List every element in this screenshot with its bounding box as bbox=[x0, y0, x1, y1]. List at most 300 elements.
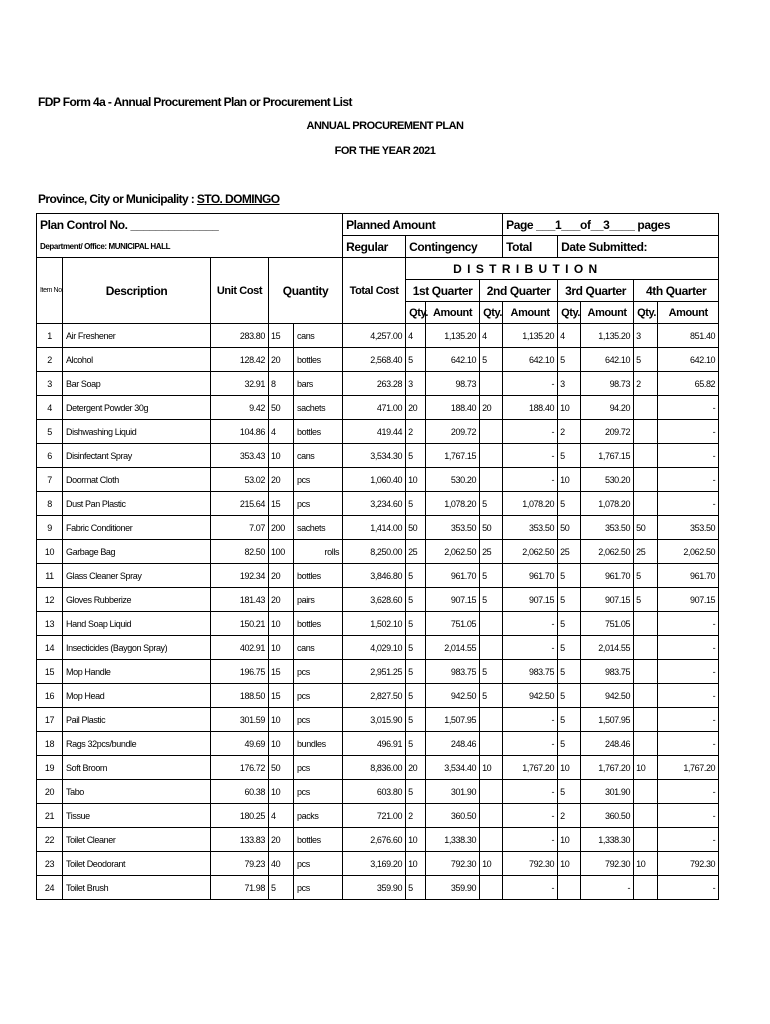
q2-amount: - bbox=[503, 876, 558, 900]
unit-of-measure: pcs bbox=[294, 876, 343, 900]
q1-qty: 25 bbox=[406, 540, 426, 564]
total-cost: 3,234.60 bbox=[343, 492, 406, 516]
unit-cost: 215.64 bbox=[211, 492, 269, 516]
unit-cost: 181.43 bbox=[211, 588, 269, 612]
total-cost: 471.00 bbox=[343, 396, 406, 420]
q4-qty bbox=[634, 876, 658, 900]
table-row bbox=[37, 684, 719, 708]
q3-amount: 1,767.20 bbox=[581, 756, 634, 780]
item-rows bbox=[37, 324, 719, 900]
q1-amount: 248.46 bbox=[426, 732, 480, 756]
item-no: 14 bbox=[37, 636, 63, 660]
unit-of-measure: pcs bbox=[294, 492, 343, 516]
q4-amount: 907.15 bbox=[658, 588, 719, 612]
item-no: 1 bbox=[37, 324, 63, 348]
item-no: 2 bbox=[37, 348, 63, 372]
unit-of-measure: sachets bbox=[294, 516, 343, 540]
q1-qty: 5 bbox=[406, 876, 426, 900]
q4-amount: - bbox=[658, 708, 719, 732]
q1-amount: 1,767.15 bbox=[426, 444, 480, 468]
q3-qty: 5 bbox=[558, 684, 581, 708]
q1-amount: 1,078.20 bbox=[426, 492, 480, 516]
q2-amount: 188.40 bbox=[503, 396, 558, 420]
item-description: Mop Handle bbox=[63, 660, 211, 684]
item-description: Detergent Powder 30g bbox=[63, 396, 211, 420]
item-description: Garbage Bag bbox=[63, 540, 211, 564]
unit-of-measure: bottles bbox=[294, 612, 343, 636]
q4-qty bbox=[634, 708, 658, 732]
total-cost: 603.80 bbox=[343, 780, 406, 804]
unit-cost: 7.07 bbox=[211, 516, 269, 540]
q1-amount: 530.20 bbox=[426, 468, 480, 492]
q4-qty bbox=[634, 636, 658, 660]
quantity: 5 bbox=[269, 876, 294, 900]
q3-qty: 25 bbox=[558, 540, 581, 564]
total-label: Total bbox=[503, 236, 558, 258]
item-description: Gloves Rubberize bbox=[63, 588, 211, 612]
item-no-header: Item No. bbox=[37, 258, 63, 324]
total-cost: 2,568.40 bbox=[343, 348, 406, 372]
q2-qty bbox=[480, 468, 503, 492]
q2-qty bbox=[480, 804, 503, 828]
q2-amount: 353.50 bbox=[503, 516, 558, 540]
total-cost: 8,836.00 bbox=[343, 756, 406, 780]
quantity-header: Quantity bbox=[269, 258, 343, 324]
q1-qty: 10 bbox=[406, 828, 426, 852]
item-no: 4 bbox=[37, 396, 63, 420]
q1-amount: 360.50 bbox=[426, 804, 480, 828]
item-no: 12 bbox=[37, 588, 63, 612]
q2-amount: - bbox=[503, 636, 558, 660]
q3-amount: 642.10 bbox=[581, 348, 634, 372]
unit-of-measure: cans bbox=[294, 636, 343, 660]
q1-amount: 2,014.55 bbox=[426, 636, 480, 660]
item-no: 16 bbox=[37, 684, 63, 708]
unit-cost: 402.91 bbox=[211, 636, 269, 660]
q4-qty bbox=[634, 684, 658, 708]
unit-of-measure: cans bbox=[294, 324, 343, 348]
q4-qty bbox=[634, 492, 658, 516]
q3-qty: 5 bbox=[558, 564, 581, 588]
table-row bbox=[37, 804, 719, 828]
q4-amount: - bbox=[658, 780, 719, 804]
item-description: Doormat Cloth bbox=[63, 468, 211, 492]
quantity: 20 bbox=[269, 348, 294, 372]
q3-amount: 792.30 bbox=[581, 852, 634, 876]
item-description: Toilet Brush bbox=[63, 876, 211, 900]
total-cost: 3,846.80 bbox=[343, 564, 406, 588]
table-row bbox=[37, 828, 719, 852]
q3-qty: 5 bbox=[558, 348, 581, 372]
q1-amount: 359.90 bbox=[426, 876, 480, 900]
plan-title: ANNUAL PROCUREMENT PLAN bbox=[306, 120, 464, 132]
q4-qty: 5 bbox=[634, 564, 658, 588]
item-description: Dishwashing Liquid bbox=[63, 420, 211, 444]
table-row bbox=[37, 444, 719, 468]
q2-amount: 2,062.50 bbox=[503, 540, 558, 564]
item-no: 5 bbox=[37, 420, 63, 444]
q1-amount: 942.50 bbox=[426, 684, 480, 708]
q4-amount: 642.10 bbox=[658, 348, 719, 372]
q4-amount: 851.40 bbox=[658, 324, 719, 348]
q2-amount: - bbox=[503, 612, 558, 636]
q2-amount: - bbox=[503, 468, 558, 492]
q2-amount: 792.30 bbox=[503, 852, 558, 876]
unit-cost: 71.98 bbox=[211, 876, 269, 900]
q2-qty bbox=[480, 708, 503, 732]
unit-of-measure: bottles bbox=[294, 420, 343, 444]
table-row bbox=[37, 348, 719, 372]
q2-amount: - bbox=[503, 708, 558, 732]
q4-qty bbox=[634, 660, 658, 684]
q1-qty: 50 bbox=[406, 516, 426, 540]
q2-qty: 5 bbox=[480, 492, 503, 516]
unit-of-measure: bottles bbox=[294, 564, 343, 588]
q3-amount: - bbox=[581, 876, 634, 900]
q2-amount: 942.50 bbox=[503, 684, 558, 708]
table-row bbox=[37, 516, 719, 540]
q2-amount: - bbox=[503, 732, 558, 756]
unit-cost: 32.91 bbox=[211, 372, 269, 396]
q3-amount: 1,338.30 bbox=[581, 828, 634, 852]
quantity: 50 bbox=[269, 396, 294, 420]
q4-qty bbox=[634, 732, 658, 756]
quantity: 15 bbox=[269, 684, 294, 708]
quantity: 10 bbox=[269, 612, 294, 636]
unit-cost: 283.80 bbox=[211, 324, 269, 348]
item-description: Fabric Conditioner bbox=[63, 516, 211, 540]
q1-amount: 1,338.30 bbox=[426, 828, 480, 852]
item-description: Toilet Deodorant bbox=[63, 852, 211, 876]
description-header: Description bbox=[63, 258, 211, 324]
q3-amount: 530.20 bbox=[581, 468, 634, 492]
province-line bbox=[38, 192, 280, 206]
department-office: Department/ Office: MUNICIPAL HALL bbox=[37, 236, 343, 258]
item-no: 7 bbox=[37, 468, 63, 492]
table-row bbox=[37, 324, 719, 348]
q3-amount: 98.73 bbox=[581, 372, 634, 396]
q4-amount: - bbox=[658, 396, 719, 420]
item-no: 9 bbox=[37, 516, 63, 540]
q4-qty bbox=[634, 396, 658, 420]
q3-amount: 2,014.55 bbox=[581, 636, 634, 660]
q2-qty bbox=[480, 780, 503, 804]
total-cost: 359.90 bbox=[343, 876, 406, 900]
item-no: 11 bbox=[37, 564, 63, 588]
total-cost: 8,250.00 bbox=[343, 540, 406, 564]
total-cost-header: Total Cost bbox=[343, 258, 406, 324]
item-description: Pail Plastic bbox=[63, 708, 211, 732]
q2-qty bbox=[480, 732, 503, 756]
q1-amount: 1,507.95 bbox=[426, 708, 480, 732]
unit-cost: 79.23 bbox=[211, 852, 269, 876]
q2-amount: 642.10 bbox=[503, 348, 558, 372]
unit-of-measure: pcs bbox=[294, 852, 343, 876]
quantity: 10 bbox=[269, 636, 294, 660]
q2-qty: 5 bbox=[480, 684, 503, 708]
q4-amount: - bbox=[658, 444, 719, 468]
q1-amount: 2,062.50 bbox=[426, 540, 480, 564]
table-row bbox=[37, 420, 719, 444]
q3-amount: 751.05 bbox=[581, 612, 634, 636]
q2-qty: 4 bbox=[480, 324, 503, 348]
q4-amount: - bbox=[658, 828, 719, 852]
q4-qty-header: Qty. bbox=[634, 302, 658, 324]
q2-qty: 5 bbox=[480, 564, 503, 588]
q4-amount: 792.30 bbox=[658, 852, 719, 876]
q2-qty: 10 bbox=[480, 756, 503, 780]
table-row bbox=[37, 636, 719, 660]
q1-qty: 5 bbox=[406, 612, 426, 636]
quantity: 50 bbox=[269, 756, 294, 780]
q3-qty: 5 bbox=[558, 636, 581, 660]
unit-cost: 133.83 bbox=[211, 828, 269, 852]
q3-qty: 5 bbox=[558, 612, 581, 636]
q3-amount-header: Amount bbox=[581, 302, 634, 324]
q1-amount: 751.05 bbox=[426, 612, 480, 636]
quantity: 10 bbox=[269, 444, 294, 468]
q1-qty: 5 bbox=[406, 636, 426, 660]
total-cost: 3,534.30 bbox=[343, 444, 406, 468]
q2-qty: 5 bbox=[480, 588, 503, 612]
unit-of-measure: cans bbox=[294, 444, 343, 468]
q1-qty: 5 bbox=[406, 780, 426, 804]
unit-of-measure: pcs bbox=[294, 468, 343, 492]
q3-amount: 301.90 bbox=[581, 780, 634, 804]
quantity: 15 bbox=[269, 660, 294, 684]
q1-qty: 10 bbox=[406, 468, 426, 492]
q1-amount: 188.40 bbox=[426, 396, 480, 420]
q4-amount: 353.50 bbox=[658, 516, 719, 540]
q1-qty: 3 bbox=[406, 372, 426, 396]
q4-amount: 2,062.50 bbox=[658, 540, 719, 564]
q4-amount: 961.70 bbox=[658, 564, 719, 588]
q3-amount: 961.70 bbox=[581, 564, 634, 588]
q2-qty bbox=[480, 420, 503, 444]
q2-qty: 5 bbox=[480, 348, 503, 372]
quantity: 20 bbox=[269, 468, 294, 492]
q2-amount: 1,078.20 bbox=[503, 492, 558, 516]
q1-amount: 301.90 bbox=[426, 780, 480, 804]
item-no: 24 bbox=[37, 876, 63, 900]
q2-qty bbox=[480, 876, 503, 900]
q3-qty: 4 bbox=[558, 324, 581, 348]
q2-amount: 983.75 bbox=[503, 660, 558, 684]
total-cost: 2,827.50 bbox=[343, 684, 406, 708]
q4-qty: 10 bbox=[634, 756, 658, 780]
item-no: 20 bbox=[37, 780, 63, 804]
item-description: Rags 32pcs/bundle bbox=[63, 732, 211, 756]
quantity: 4 bbox=[269, 804, 294, 828]
item-description: Tabo bbox=[63, 780, 211, 804]
table-row bbox=[37, 540, 719, 564]
unit-of-measure: bottles bbox=[294, 828, 343, 852]
q2-header: 2nd Quarter bbox=[480, 280, 558, 302]
q4-qty bbox=[634, 828, 658, 852]
table-row bbox=[37, 708, 719, 732]
q1-qty: 5 bbox=[406, 492, 426, 516]
q4-qty: 3 bbox=[634, 324, 658, 348]
table-row bbox=[37, 396, 719, 420]
q2-qty bbox=[480, 612, 503, 636]
q2-qty: 5 bbox=[480, 660, 503, 684]
quantity: 20 bbox=[269, 588, 294, 612]
quantity: 10 bbox=[269, 780, 294, 804]
quantity: 15 bbox=[269, 492, 294, 516]
q4-qty: 5 bbox=[634, 348, 658, 372]
q3-qty: 3 bbox=[558, 372, 581, 396]
q1-qty: 5 bbox=[406, 660, 426, 684]
table-row bbox=[37, 852, 719, 876]
q3-amount: 1,767.15 bbox=[581, 444, 634, 468]
q4-qty: 10 bbox=[634, 852, 658, 876]
q1-qty-header: Qty. bbox=[406, 302, 426, 324]
item-description: Insecticides (Baygon Spray) bbox=[63, 636, 211, 660]
unit-of-measure: packs bbox=[294, 804, 343, 828]
q2-amount: 961.70 bbox=[503, 564, 558, 588]
q1-qty: 5 bbox=[406, 588, 426, 612]
total-cost: 3,628.60 bbox=[343, 588, 406, 612]
item-description: Dust Pan Plastic bbox=[63, 492, 211, 516]
q3-qty: 10 bbox=[558, 396, 581, 420]
table-row bbox=[37, 468, 719, 492]
total-cost: 1,502.10 bbox=[343, 612, 406, 636]
total-cost: 1,414.00 bbox=[343, 516, 406, 540]
q3-amount: 248.46 bbox=[581, 732, 634, 756]
unit-cost: 104.86 bbox=[211, 420, 269, 444]
table-row bbox=[37, 732, 719, 756]
q3-qty: 5 bbox=[558, 732, 581, 756]
q2-amount: - bbox=[503, 372, 558, 396]
unit-cost: 353.43 bbox=[211, 444, 269, 468]
item-no: 13 bbox=[37, 612, 63, 636]
q2-qty: 25 bbox=[480, 540, 503, 564]
item-description: Air Freshener bbox=[63, 324, 211, 348]
quantity: 8 bbox=[269, 372, 294, 396]
q1-amount: 1,135.20 bbox=[426, 324, 480, 348]
q1-qty: 5 bbox=[406, 684, 426, 708]
q4-amount: - bbox=[658, 612, 719, 636]
total-cost: 4,029.10 bbox=[343, 636, 406, 660]
q3-amount: 360.50 bbox=[581, 804, 634, 828]
unit-of-measure: pcs bbox=[294, 684, 343, 708]
q3-qty bbox=[558, 876, 581, 900]
q3-amount: 1,078.20 bbox=[581, 492, 634, 516]
item-no: 23 bbox=[37, 852, 63, 876]
q4-amount: - bbox=[658, 636, 719, 660]
q4-amount: - bbox=[658, 420, 719, 444]
q3-qty: 5 bbox=[558, 588, 581, 612]
unit-cost: 176.72 bbox=[211, 756, 269, 780]
q1-amount: 792.30 bbox=[426, 852, 480, 876]
item-no: 15 bbox=[37, 660, 63, 684]
q4-qty bbox=[634, 804, 658, 828]
item-no: 3 bbox=[37, 372, 63, 396]
q1-amount: 98.73 bbox=[426, 372, 480, 396]
q4-amount: - bbox=[658, 468, 719, 492]
plan-control-no: Plan Control No. ______________ bbox=[37, 214, 343, 236]
unit-cost: 82.50 bbox=[211, 540, 269, 564]
q2-qty: 50 bbox=[480, 516, 503, 540]
q2-qty bbox=[480, 636, 503, 660]
q3-qty: 5 bbox=[558, 780, 581, 804]
q1-header: 1st Quarter bbox=[406, 280, 480, 302]
q4-amount-header: Amount bbox=[658, 302, 719, 324]
table-row bbox=[37, 756, 719, 780]
q2-qty: 20 bbox=[480, 396, 503, 420]
q1-qty: 20 bbox=[406, 396, 426, 420]
q4-amount: - bbox=[658, 492, 719, 516]
total-cost: 263.28 bbox=[343, 372, 406, 396]
q1-qty: 4 bbox=[406, 324, 426, 348]
q2-amount: 1,135.20 bbox=[503, 324, 558, 348]
q2-qty bbox=[480, 828, 503, 852]
q3-qty: 2 bbox=[558, 420, 581, 444]
date-submitted: Date Submitted: bbox=[558, 236, 719, 258]
table-row bbox=[37, 780, 719, 804]
q1-qty: 5 bbox=[406, 444, 426, 468]
q3-amount: 907.15 bbox=[581, 588, 634, 612]
q2-amount: - bbox=[503, 780, 558, 804]
total-cost: 1,060.40 bbox=[343, 468, 406, 492]
q4-qty: 2 bbox=[634, 372, 658, 396]
total-cost: 2,951.25 bbox=[343, 660, 406, 684]
unit-of-measure: bottles bbox=[294, 348, 343, 372]
q3-qty: 5 bbox=[558, 708, 581, 732]
q2-qty bbox=[480, 444, 503, 468]
q1-qty: 2 bbox=[406, 420, 426, 444]
total-cost: 3,169.20 bbox=[343, 852, 406, 876]
q1-qty: 5 bbox=[406, 708, 426, 732]
total-cost: 721.00 bbox=[343, 804, 406, 828]
table-row bbox=[37, 492, 719, 516]
q3-qty: 10 bbox=[558, 756, 581, 780]
q4-qty: 25 bbox=[634, 540, 658, 564]
quantity: 100 bbox=[269, 540, 294, 564]
q3-amount: 983.75 bbox=[581, 660, 634, 684]
q4-qty bbox=[634, 468, 658, 492]
table-row bbox=[37, 588, 719, 612]
unit-of-measure: pairs bbox=[294, 588, 343, 612]
total-cost: 4,257.00 bbox=[343, 324, 406, 348]
quantity: 200 bbox=[269, 516, 294, 540]
unit-cost: 301.59 bbox=[211, 708, 269, 732]
q3-amount: 94.20 bbox=[581, 396, 634, 420]
item-no: 18 bbox=[37, 732, 63, 756]
q3-qty: 2 bbox=[558, 804, 581, 828]
q3-qty: 50 bbox=[558, 516, 581, 540]
q2-qty bbox=[480, 372, 503, 396]
item-no: 10 bbox=[37, 540, 63, 564]
q4-qty bbox=[634, 420, 658, 444]
q3-qty: 5 bbox=[558, 444, 581, 468]
table-row bbox=[37, 564, 719, 588]
q1-amount-header: Amount bbox=[426, 302, 480, 324]
q1-amount: 983.75 bbox=[426, 660, 480, 684]
q2-qty-header: Qty. bbox=[480, 302, 503, 324]
q3-qty: 10 bbox=[558, 468, 581, 492]
distribution-header: D I S T R I B U T I O N bbox=[406, 258, 719, 280]
unit-cost: 128.42 bbox=[211, 348, 269, 372]
q1-amount: 961.70 bbox=[426, 564, 480, 588]
q4-amount: 65.82 bbox=[658, 372, 719, 396]
q1-qty: 5 bbox=[406, 564, 426, 588]
unit-cost: 180.25 bbox=[211, 804, 269, 828]
table-row bbox=[37, 660, 719, 684]
q4-qty bbox=[634, 612, 658, 636]
quantity: 10 bbox=[269, 708, 294, 732]
q1-amount: 642.10 bbox=[426, 348, 480, 372]
